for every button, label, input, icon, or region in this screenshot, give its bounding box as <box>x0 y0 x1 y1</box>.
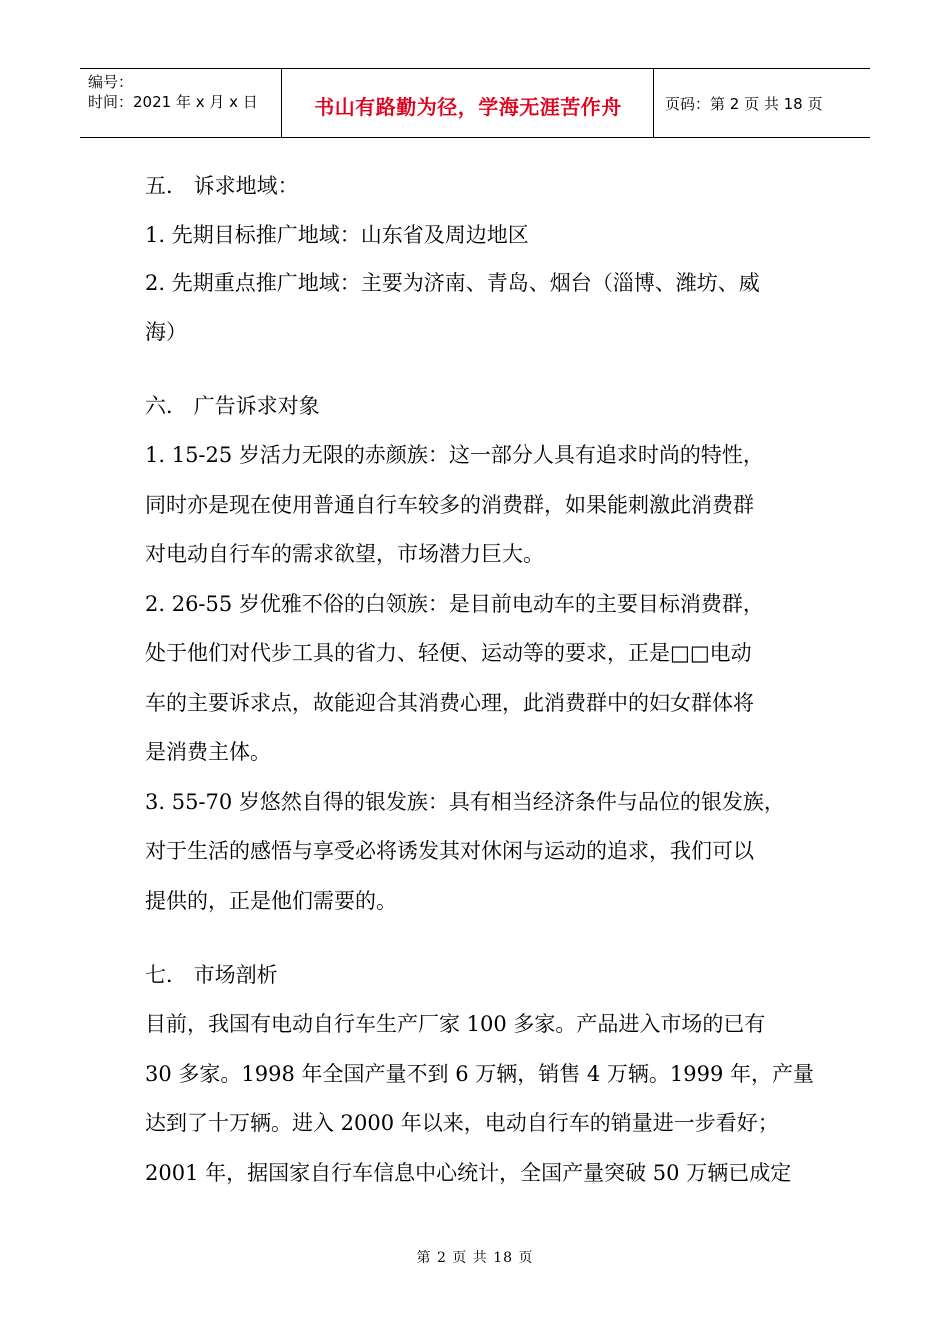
section-heading-audience: 六． 广告诉求对象 <box>145 394 320 418</box>
body-line: 对电动自行车的需求欲望，市场潜力巨大。 <box>145 542 544 566</box>
body-line: 3. 55-70 岁悠然自得的银发族：具有相当经济条件与品位的银发族， <box>145 790 785 814</box>
header-left-cell <box>80 69 282 137</box>
body-line: 目前，我国有电动自行车生产厂家 100 多家。产品进入市场的已有 <box>145 1012 766 1036</box>
body-line: 2. 先期重点推广地域：主要为济南、青岛、烟台（淄博、潍坊、威 <box>145 271 760 295</box>
body-line: 处于他们对代步工具的省力、轻便、运动等的要求，正是□□电动 <box>145 641 752 665</box>
section-heading-market: 七． 市场剖析 <box>145 963 278 987</box>
header-page-code: 页码：第 2 页 共 18 页 <box>665 95 823 113</box>
body-line: 对于生活的感悟与享受必将诱发其对休闲与运动的追求，我们可以 <box>145 839 754 863</box>
header-right-cell <box>655 69 870 137</box>
header-motto: 书山有路勤为径，学海无涯苦作舟 <box>314 95 622 119</box>
document-header <box>80 68 870 138</box>
body-line: 1. 先期目标推广地域：山东省及周边地区 <box>145 223 529 247</box>
body-line: 30 多家。1998 年全国产量不到 6 万辆，销售 4 万辆。1999 年，产量 <box>145 1062 815 1086</box>
body-line: 是消费主体。 <box>145 740 271 764</box>
body-line: 达到了十万辆。进入 2000 年以来，电动自行车的销量进一步看好； <box>145 1111 779 1135</box>
body-line: 2001 年，据国家自行车信息中心统计，全国产量突破 50 万辆已成定 <box>145 1161 792 1185</box>
document-number-label: 编号： <box>88 73 134 91</box>
body-line: 海） <box>145 320 187 344</box>
section-heading-region: 五． 诉求地域： <box>145 174 299 198</box>
body-line: 1. 15-25 岁活力无限的赤颜族：这一部分人具有追求时尚的特性， <box>145 443 764 467</box>
body-line: 2. 26-55 岁优雅不俗的白领族：是目前电动车的主要目标消费群， <box>145 592 764 616</box>
header-motto-cell <box>283 69 654 137</box>
body-line: 同时亦是现在使用普通自行车较多的消费群，如果能刺激此消费群 <box>145 493 754 517</box>
page-footer: 第 2 页 共 18 页 <box>416 1250 534 1266</box>
body-line: 提供的，正是他们需要的。 <box>145 889 397 913</box>
body-line: 车的主要诉求点，故能迎合其消费心理，此消费群中的妇女群体将 <box>145 691 754 715</box>
document-time-label: 时间：2021 年 x 月 x 日 <box>88 93 258 111</box>
